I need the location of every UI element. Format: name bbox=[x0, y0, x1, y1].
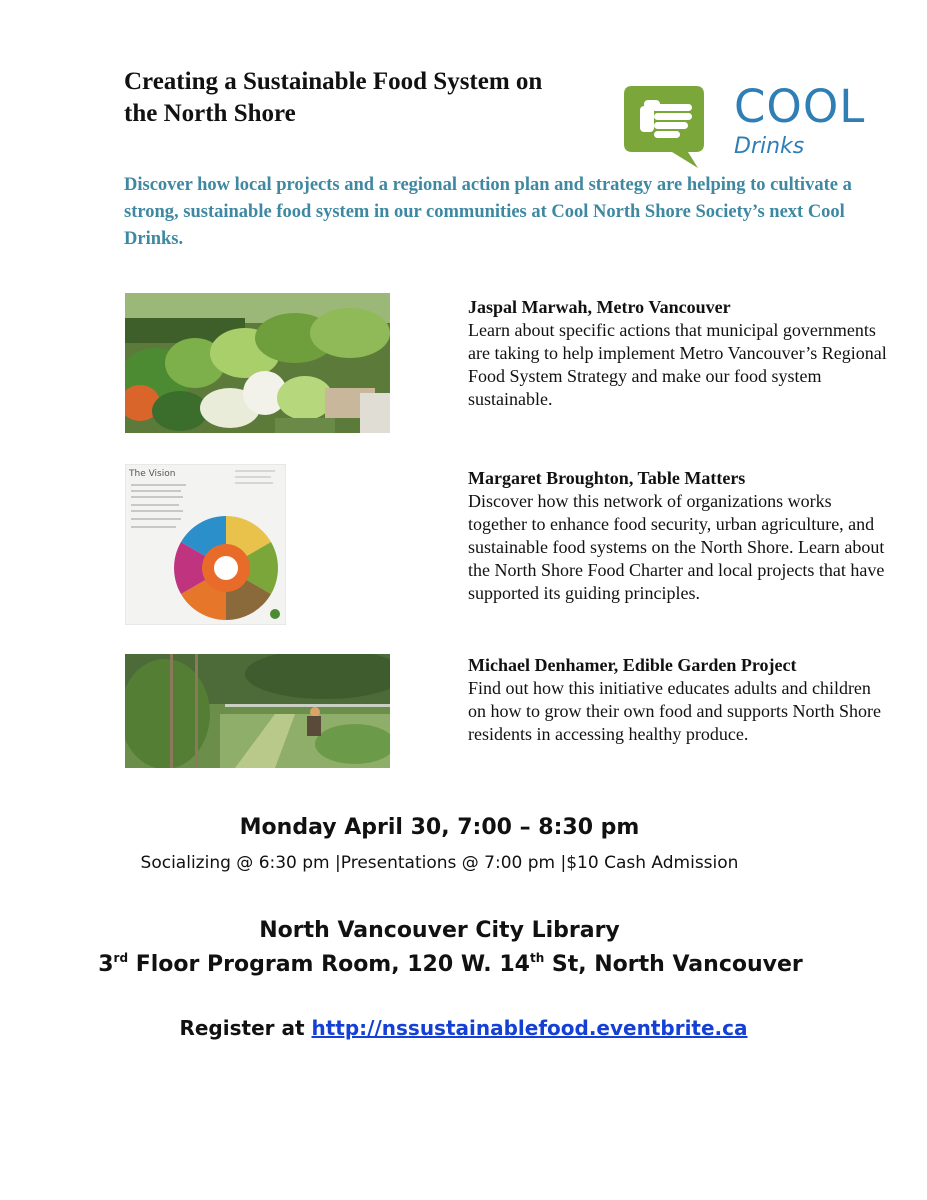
register-label: Register at bbox=[179, 1016, 312, 1040]
speaker-1-description: Learn about specific actions that municipal governments are taking to help implement Metro Vancouver’s Regional Food System Strategy and make our food system sustainable. bbox=[468, 320, 887, 409]
speaker-2 bbox=[468, 467, 888, 605]
document-title bbox=[124, 66, 624, 130]
speaker-3 bbox=[468, 654, 888, 746]
speaker-1-name: Jaspal Marwah, Metro Vancouver bbox=[468, 297, 731, 317]
speaker-3-description: Find out how this initiative educates adults and children on how to grow their own food and supports North Shore residents in accessing healthy produce. bbox=[468, 678, 881, 744]
venue-address: 3rd Floor Program Room, 120 W. 14th St, North Vancouver bbox=[98, 951, 803, 977]
speaker-1 bbox=[468, 296, 888, 411]
garden-photo bbox=[125, 654, 390, 768]
speaker-3-name: Michael Denhamer, Edible Garden Project bbox=[468, 655, 797, 675]
intro-paragraph: Discover how local projects and a regional action plan and strategy are helping to cultivate a strong, sustainable food system in our communities at Cool North Shore Society’s next Cool Drinks. bbox=[124, 175, 852, 249]
vegetable-market-photo bbox=[125, 293, 390, 433]
event-details: Socializing @ 6:30 pm |Presentations @ 7:00 pm |$10 Cash Admission bbox=[140, 853, 739, 873]
title-line-1: Creating a Sustainable Food System on bbox=[124, 68, 543, 95]
speaker-2-name: Margaret Broughton, Table Matters bbox=[468, 468, 746, 488]
event-date: Monday April 30, 7:00 – 8:30 pm bbox=[239, 815, 640, 840]
cool-drinks-logo bbox=[622, 80, 882, 170]
speaker-2-description: Discover how this network of organizations works together to enhance food security, urban agriculture, and sustainable food systems on the North Shore. Learn about the North Shore Food Charter and local projects that have supported its guiding principles. bbox=[468, 491, 885, 603]
hand-speech-bubble-icon bbox=[622, 82, 708, 168]
eventbrite-link[interactable]: http://nssustainablefood.eventbrite.ca bbox=[311, 1016, 748, 1040]
logo-drinks-text: Drinks bbox=[734, 134, 805, 159]
venue-name: North Vancouver City Library bbox=[259, 918, 620, 943]
food-charter-vision-graphic bbox=[125, 464, 286, 625]
vision-heading: The Vision bbox=[129, 469, 176, 479]
title-line-2: the North Shore bbox=[124, 100, 296, 127]
logo-cool-text: COOL bbox=[734, 80, 866, 133]
register-line bbox=[0, 1016, 927, 1040]
